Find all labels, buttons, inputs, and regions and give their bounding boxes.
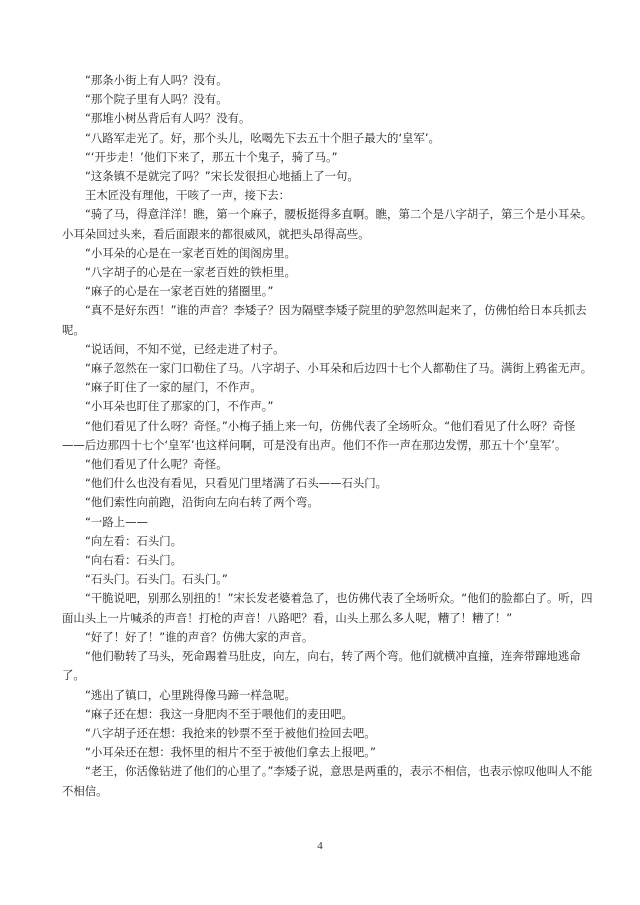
paragraph: “干脆说吧，别那么别扭的！”宋长发老婆着急了，也仿佛代表了全场听众。“他们的脸都白了。听，四面山头上一片喊杀的声音！打枪的声音！八路吧？看，山头上那么多人呢，糟了！糟了！” (62, 591, 593, 625)
paragraph: “那个院子里有人吗？没有。 (85, 92, 228, 107)
paragraph: “那条小街上有人吗？没有。 (85, 73, 228, 87)
paragraph: “麻子忽然在一家门口勒住了马。八字胡子、小耳朵和后边四十七个人都勒住了马。满街上鸦雀无声。 (85, 361, 593, 376)
paragraph: “八路军走光了。好，那个头儿，吆喝先下去五十个胆子最大的‘皇军’。 (85, 130, 440, 145)
paragraph: “那堆小树丛背后有人吗？没有。 (85, 111, 251, 126)
paragraph: “他们看见了什么呢？奇怪。 (85, 457, 228, 472)
paragraph: “麻子的心是在一家老百姓的猪圈里。” (85, 284, 274, 299)
paragraph: “麻子盯住了一家的屋门，不作声。 (85, 380, 262, 395)
paragraph: “小耳朵还在想：我怀里的相片不至于被他们拿去上报吧。” (85, 745, 376, 760)
paragraph: “向右看：石头门。 (85, 553, 183, 568)
paragraph: “他们看见了什么呀？奇怪。”小梅子插上来一句，仿佛代表了全场听众。“他们看见了什么呀？奇怪——后边那四十七个‘皇军’也这样问啊，可是没有出声。他们不作一声在那边发愣，那五十个‘皇军’。 (62, 418, 576, 452)
paragraph: “真不是好东西！”谁的声音？李矮子？因为隔壁李矮子院里的驴忽然叫起来了，仿佛怕给日本兵抓去呢。 (62, 303, 587, 337)
paragraph: “麻子还在想：我这一身肥肉不至于喂他们的麦田吧。 (85, 706, 353, 721)
paragraph: “他们索性向前跑，沿街向左向右转了两个弯。 (85, 495, 319, 510)
paragraph: “向左看：石头门。 (85, 533, 183, 548)
paragraph: “这条镇不是就完了吗？”宋长发很担心地插上了一句。 (85, 169, 359, 184)
paragraph: “骑了马，得意洋洋！瞧，第一个麻子，腰板挺得多直啊。瞧，第二个是八字胡子，第三个是小耳朵。小耳朵回过头来，看后面跟来的都很威风，就把头昂得高些。 (62, 207, 593, 241)
paragraph: “好了！好了！”谁的声音？仿佛大家的声音。 (85, 629, 314, 644)
document-body (62, 71, 594, 801)
paragraph: 王木匠没有理他，干咳了一声，接下去： (85, 188, 291, 203)
paragraph: “八字胡子的心是在一家老百姓的铁柜里。 (85, 265, 296, 280)
paragraph: “‘开步走！’他们下来了，那五十个鬼子，骑了马。” (85, 149, 338, 164)
paragraph: “逃出了镇口，心里跳得像马蹄一样急呢。 (85, 687, 296, 702)
paragraph: “小耳朵也盯住了那家的门，不作声。” (85, 399, 274, 414)
page-number: 4 (317, 840, 323, 852)
paragraph: “他们勒转了马头，死命踢着马肚皮，向左，向右，转了两个弯。他们就横冲直撞，连奔带蹿地逃命了。 (62, 649, 581, 683)
paragraph: “一路上—— (85, 514, 148, 529)
paragraph: “说话间，不知不觉，已经走进了村子。 (85, 341, 285, 356)
paragraph: “八字胡子还在想：我抢来的钞票不至于被他们捡回去吧。 (85, 725, 376, 740)
paragraph: “石头门。石头门。石头门。” (85, 572, 228, 587)
paragraph: “他们什么也没有看见，只看见门里堵满了石头——石头门。 (85, 476, 388, 491)
paragraph: “老王，你活像钻进了他们的心里了。”李矮子说，意思是两重的，表示不相信，也表示惊叹他叫人不能不相信。 (62, 764, 593, 798)
paragraph: “小耳朵的心是在一家老百姓的闺阁房里。 (85, 245, 296, 260)
